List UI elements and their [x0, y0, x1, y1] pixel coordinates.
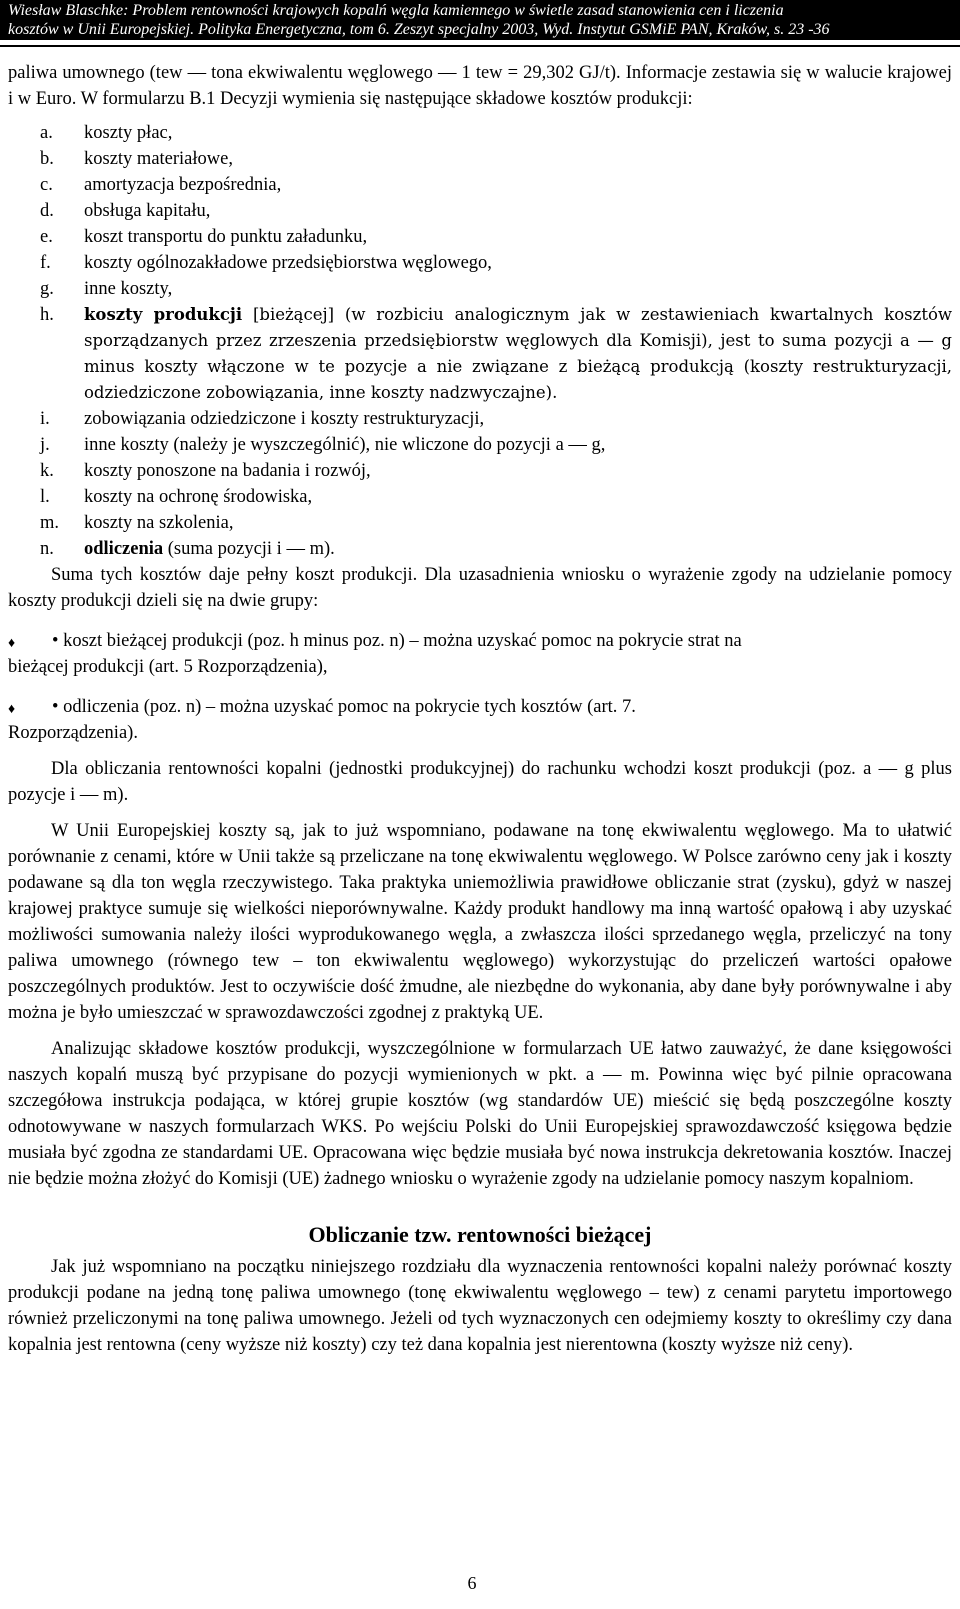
item-n-bold: odliczenia — [84, 539, 164, 559]
list-item — [8, 406, 952, 432]
list-marker: g. — [40, 279, 54, 299]
bullet-item — [8, 694, 952, 746]
bullet-text-line-2: Rozporządzenia). — [8, 723, 138, 743]
list-marker: e. — [40, 227, 53, 247]
list-item-text: koszty ponoszone na badania i rozwój, — [84, 461, 371, 481]
list-item — [8, 224, 952, 250]
list-item-text: koszty płac, — [84, 123, 173, 143]
bullet-text-line-1: • odliczenia (poz. n) – można uzyskać pomoc na pokrycie tych kosztów (art. 7. — [52, 697, 636, 717]
list-item — [8, 276, 952, 302]
list-marker: h. — [40, 305, 54, 325]
list-marker: m. — [40, 513, 60, 533]
list-item — [8, 250, 952, 276]
list-item-text: koszty na ochronę środowiska, — [84, 487, 313, 507]
cost-components-list — [8, 120, 952, 562]
list-item-text: koszty materiałowe, — [84, 149, 233, 169]
list-item — [8, 146, 952, 172]
diamond-bullet-icon: ♦ — [8, 636, 16, 651]
header-rule — [0, 45, 960, 47]
list-item-h — [8, 302, 952, 406]
list-item-text: inne koszty (należy je wyszczególnić), nie wliczone do pozycji a — g, — [84, 435, 606, 455]
list-marker: j. — [40, 435, 50, 455]
header-line-1: Wiesław Blaschke: Problem rentowności krajowych kopalń węgla kamiennego w świetle zasad stanowienia cen i liczenia — [8, 2, 784, 19]
list-item-text: koszty na szkolenia, — [84, 513, 234, 533]
paragraph: W Unii Europejskiej koszty są, jak to już wspomniano, podawane na tonę ekwiwalentu węglowego. Ma to ułatwić porównanie z cenami, które w Unii także są przeliczane na tonę ekwiwalentu węglowego. W Polsce zarówno ceny jak i koszty podawane są dla ton węgla rzeczywistego. Taka praktyka uniemożliwia prawidłowe obliczanie strat (zysku), gdyż w naszej krajowej praktyce sumuje się wielkości nieporównywalne. Każdy produkt handlowy ma inną wartość opałową i aby uzyskać możliwości sumowania należy ilości wyprodukowanego węgla, a zwłaszcza ilości sprzedanego węgla, przeliczyć na tony paliwa umownego (równego tew – ton ekwiwalentu węglowego) wykorzystując do przeliczeń wartości opałowe poszczególnych produktów. Jest to oczywiście dość żmudne, ale niezbędne do wykonania, aby dane były porównywalne i aby można je było umieszczać w sprawozdawczości zgodnej z praktyką UE. — [8, 821, 952, 1023]
bullet-text-line-2: bieżącej produkcji (art. 5 Rozporządzenia), — [8, 657, 328, 677]
list-item-text: koszty ogólnozakładowe przedsiębiorstwa węglowego, — [84, 253, 492, 273]
running-header — [0, 0, 960, 40]
list-item — [8, 432, 952, 458]
header-line-2: kosztów w Unii Europejskiej. Polityka Energetyczna, tom 6. Zeszyt specjalny 2003, Wyd. Instytut GSMiE PAN, Kraków, s. 23 -36 — [8, 21, 830, 38]
list-item-text: amortyzacja bezpośrednia, — [84, 175, 282, 195]
list-item-text: obsługa kapitału, — [84, 201, 211, 221]
list-marker: l. — [40, 487, 50, 507]
list-marker: b. — [40, 149, 54, 169]
item-n-text: (suma pozycji i — m). — [163, 539, 335, 559]
list-marker: a. — [40, 123, 53, 143]
list-item-n — [8, 536, 952, 562]
list-item — [8, 198, 952, 224]
page-number: 6 — [467, 1573, 477, 1593]
list-item-text: zobowiązania odziedziczone i koszty restrukturyzacji, — [84, 409, 485, 429]
section-heading: Obliczanie tzw. rentowności bieżącej — [308, 1222, 652, 1247]
list-marker: k. — [40, 461, 54, 481]
paragraph: Jak już wspomniano na początku niniejszego rozdziału dla wyznaczenia rentowności kopalni należy porównać koszty produkcji podane na jedną tonę paliwa umownego (tonę ekwiwalentu węglowego – tew) z cenami parytetu importowego również przeliczonymi na tonę paliwa umownego. Jeżeli od tych wyznaczonych cen odejmiemy koszty to określimy czy dana kopalnia jest rentowna (ceny wyższe niż koszty) czy też dana kopalnia jest nierentowna (koszty wyższe niż ceny). — [8, 1257, 952, 1355]
list-marker: f. — [40, 253, 51, 273]
item-h-bold: koszty produkcji — [84, 305, 243, 324]
intro-paragraph: paliwa umownego (tew — tona ekwiwalentu węglowego — 1 tew = 29,302 GJ/t). Informacje zestawia się w walucie krajowej i w Euro. W formularzu B.1 Decyzji wymienia się następujące składowe kosztów produkcji: — [8, 63, 952, 109]
paragraph: Dla obliczania rentowności kopalni (jednostki produkcyjnej) do rachunku wchodzi koszt produkcji (poz. a — g plus pozycje i — m). — [8, 759, 952, 805]
list-item-text: koszt transportu do punktu załadunku, — [84, 227, 368, 247]
list-item — [8, 172, 952, 198]
list-marker: n. — [40, 539, 54, 559]
bullet-item — [8, 628, 952, 680]
item-h-text: [bieżącej] (w rozbiciu analogicznym jak w zestawieniach kwartalnych kosztów sporządzanych przez zrzeszenia przedsiębiorstw węglowych dla Komisji), jest to suma pozycji a — g minus koszty włączone w te pozycje a nie związane z bieżącą produkcją (koszty restrukturyzacji, odziedziczone zobowiązania, inne koszty nadzwyczajne). — [84, 305, 953, 402]
list-marker: c. — [40, 175, 53, 195]
list-item-text: inne koszty, — [84, 279, 173, 299]
diamond-bullet-icon: ♦ — [8, 702, 16, 717]
paragraph: Analizując składowe kosztów produkcji, wyszczególnione w formularzach UE łatwo zauważyć, że dane księgowości naszych kopalń muszą być przypisane do pozycji wymienionych w pkt. a — m. Powinna więc być pilnie opracowana szczegółowa instrukcja podająca, w której grupie kosztów (wg standardów UE) mieścić się będą poszczególne koszty odnotowywane w naszych formularzach WKS. Po wejściu Polski do Unii Europejskiej sprawozdawczość księgowa będzie musiała być zgodna ze standardami UE. Opracowana więc będzie musiała być nowa instrukcja dekretowania kosztów. Inaczej nie będzie można złożyć do Komisji (UE) żadnego wniosku o wyrażenie zgody na udzielanie pomocy naszym kopalniom. — [8, 1039, 952, 1189]
list-marker: d. — [40, 201, 54, 221]
list-item — [8, 484, 952, 510]
bullet-text-line-1: • koszt bieżącej produkcji (poz. h minus poz. n) – można uzyskać pomoc na pokrycie strat na — [52, 631, 742, 651]
list-item — [8, 120, 952, 146]
sum-paragraph: Suma tych kosztów daje pełny koszt produkcji. Dla uzasadnienia wniosku o wyrażenie zgody na udzielanie pomocy koszty produkcji dzieli się na dwie grupy: — [8, 565, 952, 611]
list-item — [8, 458, 952, 484]
list-marker: i. — [40, 409, 50, 429]
list-item — [8, 510, 952, 536]
page-body — [8, 60, 952, 1358]
